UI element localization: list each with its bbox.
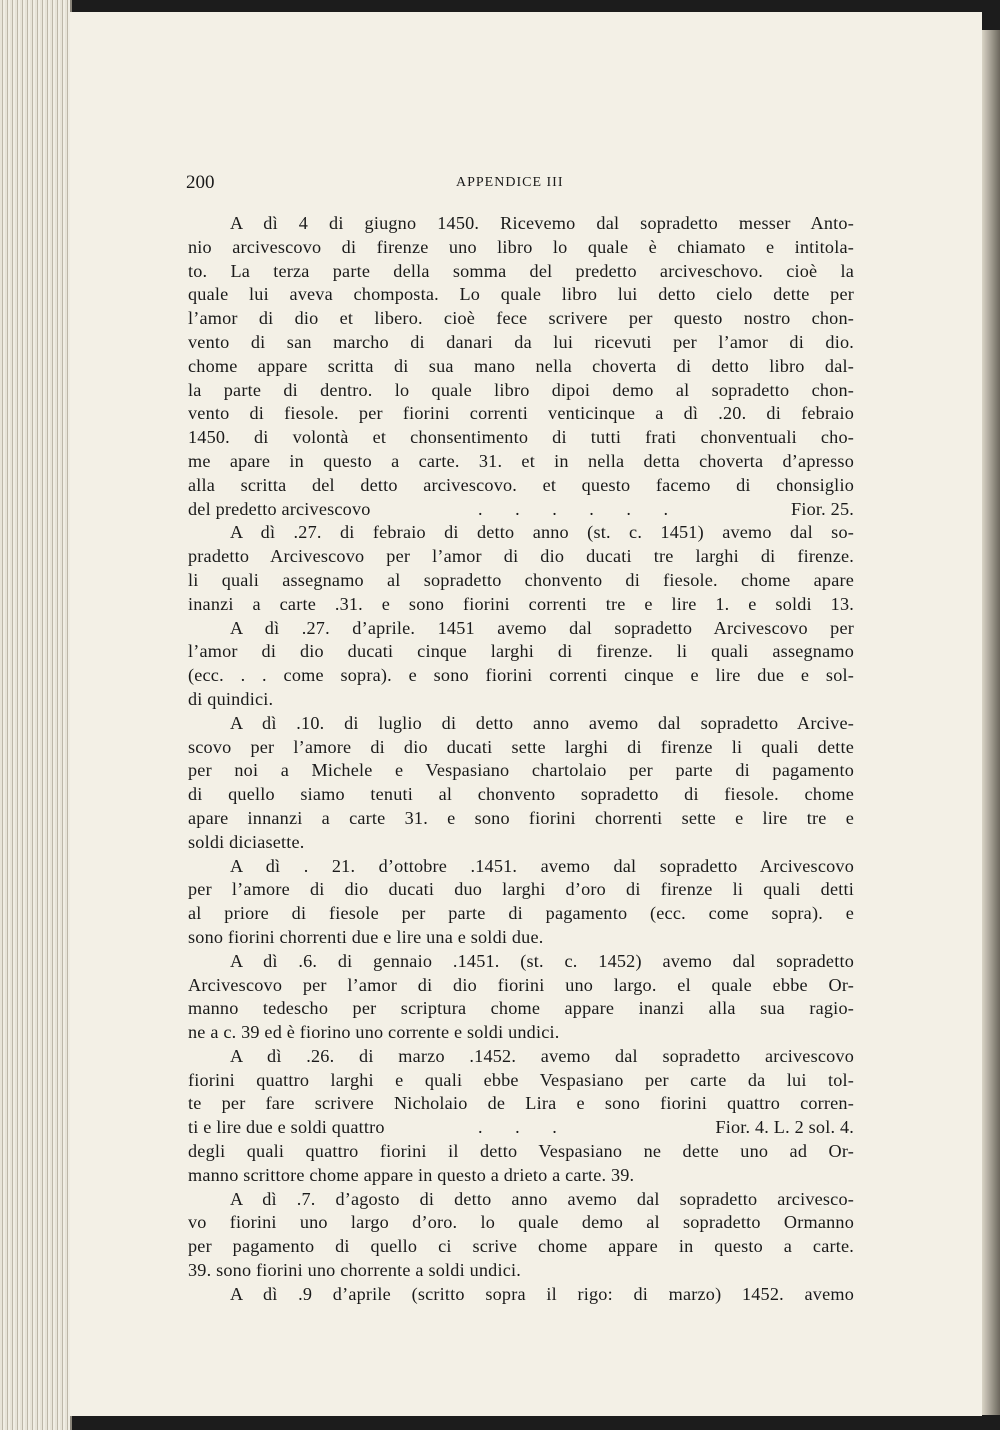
amount-line-text: ti e lire due e soldi quattro [188, 1117, 385, 1138]
text-line: degli quali quattro fiorini il detto Vespasiano ne dette uno ad Or- [188, 1141, 854, 1162]
text-line: sono fiorini chorrenti due e lire una e soldi due. [188, 926, 544, 947]
text-line: A dì 4 di giugno 1450. Ricevemo dal sopradetto messer Anto- [230, 213, 854, 233]
paragraph-6 [188, 950, 854, 1045]
text-line: chome appare scritta di sua mano nella choverta di detto libro dal- [188, 355, 854, 376]
paragraph-4 [188, 712, 854, 855]
text-line: A dì .26. di marzo .1452. avemo dal sopradetto arcivescovo [230, 1045, 854, 1066]
text-line: fiorini quattro larghi e quali ebbe Vespasiano per carte da lui tol- [188, 1069, 854, 1090]
text-line: la parte di dentro. lo quale libro dipoi demo al sopradetto chon- [188, 379, 854, 400]
text-line: A dì .10. di luglio di detto anno avemo dal sopradetto Arcive- [230, 712, 854, 733]
text-line: A dì .27. di febraio di detto anno (st. c. 1451) avemo dal so- [230, 522, 854, 543]
text-line: vento di san marcho di danari da lui ricevuti per l’amor di dio. [188, 331, 854, 352]
paragraph-7 [188, 1045, 854, 1188]
text-line: l’amor di dio et libero. cioè fece scrivere per questo nostro chon- [188, 308, 854, 329]
text-line: apare innanzi a carte 31. e sono fiorini chorrenti sette e lire tre e [188, 807, 854, 828]
text-line: vo fiorini uno largo d’oro. lo quale demo al sopradetto Ormanno [188, 1212, 854, 1233]
text-line: quale lui aveva chomposta. Lo quale libro lui detto cielo dette per [188, 284, 854, 305]
paragraph-9 [188, 1283, 854, 1307]
paragraph-5 [188, 855, 854, 950]
text-line: ne a c. 39 ed è fiorino uno corrente e soldi undici. [188, 1022, 560, 1043]
text-line: A dì .6. di gennaio .1451. (st. c. 1452) avemo dal sopradetto [230, 950, 854, 971]
text-line: soldi diciasette. [188, 831, 305, 852]
amount-figure: Fior. 4. L. 2 sol. 4. [715, 1117, 854, 1138]
amount-line [188, 498, 854, 522]
page-header [186, 172, 826, 198]
paragraph-8 [188, 1188, 854, 1283]
text-line: di quello siamo tenuti al chonvento sopradetto di fiesole. chome [188, 784, 854, 805]
text-line: pradetto Arcivescovo per l’amor di dio ducati tre larghi di firenze. [188, 546, 854, 567]
text-line: al priore di fiesole per parte di pagamento (ecc. come sopra). e [188, 903, 854, 924]
text-line: alla scritta del detto arcivescovo. et questo facemo di chonsiglio [188, 474, 854, 495]
text-line: per noi a Michele e Vespasiano chartolaio per parte di pagamento [188, 760, 854, 781]
text-line: A dì .7. d’agosto di detto anno avemo dal sopradetto arcivesco- [230, 1188, 854, 1209]
text-line: li quali assegnamo al sopradetto chonvento di fiesole. chome apare [188, 569, 854, 590]
text-line: l’amor di dio ducati cinque larghi di firenze. li quali assegnamo [188, 641, 854, 662]
amount-line [188, 1116, 854, 1140]
text-line: per pagamento di quello ci scrive chome appare in questo a carte. [188, 1236, 854, 1257]
book-page-edges [0, 0, 72, 1430]
text-line: to. La terza parte della somma del predetto arciveschovo. cioè la [188, 260, 854, 281]
text-line: nio arcivescovo di firenze uno libro lo quale è chiamato e intitola- [188, 236, 854, 257]
text-line: per l’amore di dio ducati duo larghi d’oro di firenze li quali detti [188, 879, 854, 900]
text-line: me apare in questo a carte. 31. et in nella detta choverta d’apresso [188, 450, 854, 471]
paragraph-2 [188, 521, 854, 616]
page-number: 200 [186, 172, 215, 193]
text-line: A dì .9 d’aprile (scritto sopra il rigo: di marzo) 1452. avemo [230, 1283, 854, 1304]
text-line: A dì . 21. d’ottobre .1451. avemo dal sopradetto Arcivescovo [230, 855, 854, 876]
text-line: (ecc. . . come sopra). e sono fiorini correnti cinque e lire due e sol- [188, 665, 854, 686]
running-title: APPENDICE III [456, 175, 564, 190]
page-body [188, 212, 854, 1307]
leader-dots: . . . [478, 1117, 571, 1138]
text-line: manno tedescho per scriptura chome appare inanzi alla sua ragio- [188, 998, 854, 1019]
text-line: te per fare scrivere Nicholaio de Lira e sono fiorini quattro corren- [188, 1093, 854, 1114]
paragraph-1 [188, 212, 854, 521]
text-line: 1450. di volontà et chonsentimento di tutti frati chonventuali cho- [188, 427, 854, 448]
text-line: Arcivescovo per l’amor di dio fiorini uno largo. el quale ebbe Or- [188, 974, 854, 995]
paragraph-3 [188, 617, 854, 712]
amount-line-text: del predetto arcivescovo [188, 498, 371, 519]
text-line: 39. sono fiorini uno chorrente a soldi undici. [188, 1260, 521, 1281]
text-line: inanzi a carte .31. e sono fiorini correnti tre e lire 1. e soldi 13. [188, 593, 854, 614]
amount-figure: Fior. 25. [791, 498, 854, 519]
text-line: di quindici. [188, 688, 274, 709]
text-line: manno scrittore chome appare in questo a drieto a carte. 39. [188, 1164, 635, 1185]
leader-dots: . . . . . . [478, 498, 683, 519]
text-line: vento di fiesole. per fiorini correnti venticinque a dì .20. di febraio [188, 403, 854, 424]
binding-shadow [982, 30, 1000, 1415]
text-line: A dì .27. d’aprile. 1451 avemo dal sopradetto Arcivescovo per [230, 617, 854, 638]
text-line: scovo per l’amore di dio ducati sette larghi di firenze li quali dette [188, 736, 854, 757]
